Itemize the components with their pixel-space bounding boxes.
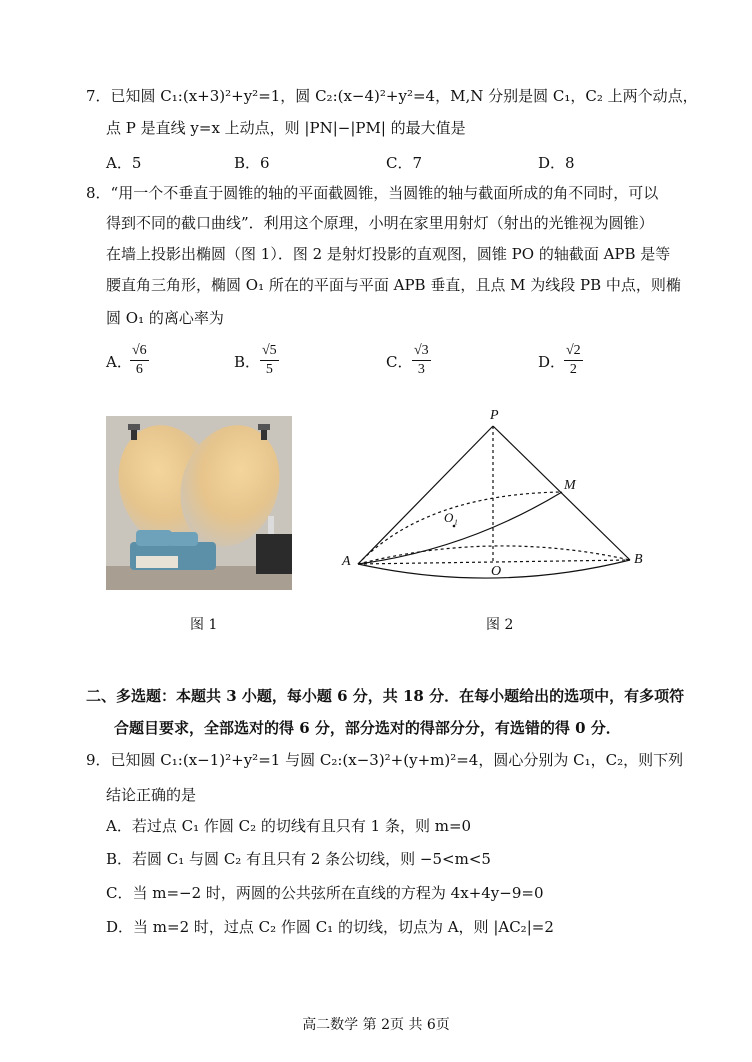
label-m: M xyxy=(564,478,576,493)
label-o: O xyxy=(491,564,502,579)
q9-option-a: A．若过点 C₁ 作圆 C₂ 的切线有且只有 1 条，则 m=0 xyxy=(106,817,472,835)
q8-option-c-fraction xyxy=(412,342,431,379)
section-ellipse-back xyxy=(358,492,562,564)
q8-option-d-den: 2 xyxy=(569,362,577,377)
cone-svg xyxy=(336,408,656,584)
q8-line-4: 腰直角三角形，椭圆 O₁ 所在的平面与平面 APB 垂直，且点 M 为线段 PB 中点，则椭 xyxy=(106,276,681,294)
figure-2-cone-diagram xyxy=(336,408,656,584)
q8-option-a-label: A． xyxy=(106,353,132,371)
q7-option-d: D．8 xyxy=(538,154,575,172)
q8-option-a-fraction xyxy=(130,342,149,379)
q7-option-a: A．5 xyxy=(106,154,142,172)
section-2-heading-line-1: 二、多选题：本题共 3 小题，每小题 6 分，共 18 分．在每小题给出的选项中，有多项符 xyxy=(86,687,685,705)
base-ellipse-back xyxy=(358,546,630,564)
q7-line-2: 点 P 是直线 y=x 上动点，则 |PN|−|PM| 的最大值是 xyxy=(106,119,466,137)
section-2-heading-line-2: 合题目要求，全部选对的得 6 分，部分选对的得部分分，有选错的得 0 分． xyxy=(114,719,621,737)
q8-option-c-label: C． xyxy=(386,353,413,371)
q7-option-b: B．6 xyxy=(234,154,270,172)
q9-option-b: B．若圆 C₁ 与圆 C₂ 有且只有 2 条公切线，则 −5<m<5 xyxy=(106,850,491,868)
q8-option-c-den: 3 xyxy=(417,362,425,377)
label-o1: O₁ xyxy=(444,510,458,525)
figure-2-caption: 图 2 xyxy=(486,617,514,633)
q8-option-b-fraction xyxy=(260,342,279,379)
q8-option-d-fraction xyxy=(564,342,583,379)
figure-1-caption: 图 1 xyxy=(190,617,218,633)
figure-1-photo xyxy=(106,416,292,590)
q8-option-d-label: D． xyxy=(538,353,566,371)
q8-line-1: 8．“用一个不垂直于圆锥的轴的平面截圆锥，当圆锥的轴与截面所成的角不同时，可以 xyxy=(86,184,659,202)
q8-line-2: 得到不同的截口曲线”．利用这个原理，小明在家里用射灯（射出的光锥视为圆锥） xyxy=(106,214,654,232)
q8-option-b-den: 5 xyxy=(265,362,273,377)
q8-option-d-num: √2 xyxy=(564,342,583,361)
section-ellipse-front xyxy=(358,492,562,564)
page-footer: 高二数学 第 2页 共 6页 xyxy=(302,1017,450,1033)
q8-option-c-num: √3 xyxy=(412,342,431,361)
q8-line-3: 在墙上投影出椭圆（图 1）．图 2 是射灯投影的直观图，圆锥 PO 的轴截面 APB 是等 xyxy=(106,245,671,263)
label-p: P xyxy=(490,408,499,423)
q8-option-b-label: B． xyxy=(234,353,261,371)
cone-edge-pa xyxy=(358,426,493,564)
q7-line-1: 7．已知圆 C₁:(x+3)²+y²=1，圆 C₂:(x−4)²+y²=4，M,N 分别是圆 C₁，C₂ 上两个动点， xyxy=(86,87,698,105)
q8-option-b-num: √5 xyxy=(260,342,279,361)
label-a: A xyxy=(342,554,351,569)
q9-line-1: 9．已知圆 C₁:(x−1)²+y²=1 与圆 C₂:(x−3)²+(y+m)²=4，圆心分别为 C₁，C₂，则下列 xyxy=(86,751,684,769)
room-spotlight-illustration xyxy=(106,416,292,590)
q9-line-2: 结论正确的是 xyxy=(106,786,197,804)
q8-option-a-den: 6 xyxy=(135,362,143,377)
q8-line-5: 圆 O₁ 的离心率为 xyxy=(106,309,224,327)
label-b: B xyxy=(634,552,643,567)
q7-option-c: C．7 xyxy=(386,154,423,172)
q9-option-d: D．当 m=2 时，过点 C₂ 作圆 C₁ 的切线，切点为 A，则 |AC₂|=2 xyxy=(106,918,554,936)
q9-option-c: C．当 m=−2 时，两圆的公共弦所在直线的方程为 4x+4y−9=0 xyxy=(106,884,544,902)
q8-option-a-num: √6 xyxy=(130,342,149,361)
